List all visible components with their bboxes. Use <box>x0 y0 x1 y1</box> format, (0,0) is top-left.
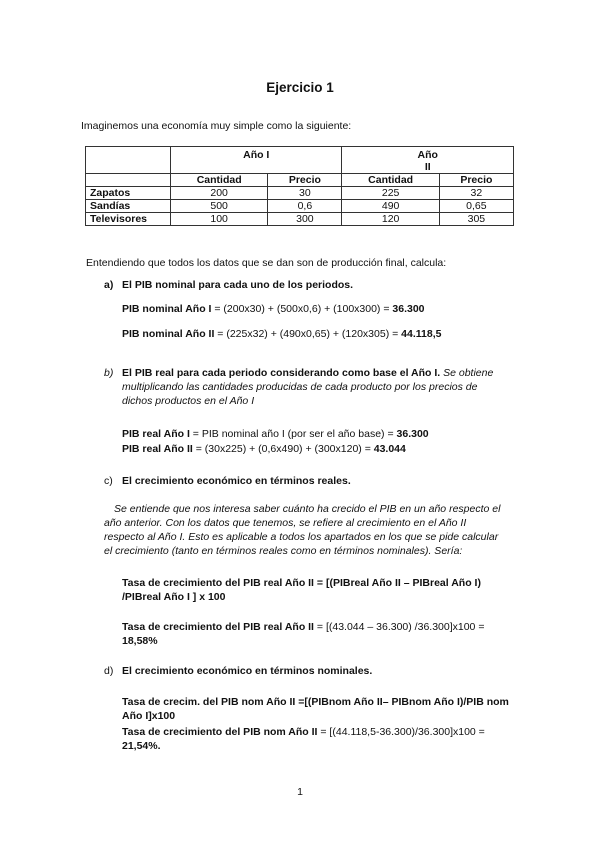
section-c-para-l4: el crecimiento (tanto en términos reales como en términos nominales). Sería: <box>104 545 463 557</box>
section-c-marker: c) <box>104 475 113 487</box>
row-label: Sandías <box>86 200 171 213</box>
cell-precio-2: 0,65 <box>439 200 513 213</box>
section-b-line1 <box>122 427 429 441</box>
section-c-para-l3: respecto al Año I. Esto es aplicable a todos los apartados en los que se pide calcular <box>104 531 499 543</box>
formula-label: PIB real Año I <box>122 428 190 440</box>
formula-label: Tasa de crecimiento del PIB real Año II <box>122 577 314 589</box>
year2-header-line2: II <box>424 161 431 173</box>
section-b-title: El PIB real para cada periodo considerando como base el Año I. <box>122 367 441 379</box>
cell-cantidad-1: 500 <box>171 200 268 213</box>
section-b-line2 <box>122 442 406 456</box>
section-c-formula2 <box>122 620 522 648</box>
formula-body: = PIB nominal año I (por ser el año base) = <box>189 428 397 440</box>
statement-text: Entendiendo que todos los datos que se dan son de producción final, calcula: <box>86 257 447 269</box>
section-a-heading <box>104 278 353 292</box>
cell-precio-2: 32 <box>439 187 513 200</box>
section-d-formula1 <box>122 695 522 723</box>
section-d-heading <box>104 664 372 678</box>
section-a-title: El PIB nominal para cada uno de los periodos. <box>122 279 354 291</box>
cell-precio-1: 0,6 <box>268 200 342 213</box>
section-b-note-l1: Se obtiene <box>440 367 494 379</box>
formula-label: PIB real Año II <box>122 443 193 455</box>
section-a-line2 <box>122 327 441 341</box>
year2-header-line1: Año <box>417 149 438 161</box>
section-c-para-l1: Se entiende que nos interesa saber cuánto ha crecido el PIB en un año respecto el <box>114 503 501 515</box>
year1-header: Año I <box>171 147 342 174</box>
section-c-paragraph <box>104 502 524 558</box>
col-precio-2: Precio <box>439 174 513 187</box>
table-row <box>86 187 514 200</box>
formula-body: = [(44.118,5-36.300)/36.300]x100 = <box>317 726 485 738</box>
formula-body: = [(43.044 – 36.300) /36.300]x100 = <box>313 621 485 633</box>
section-c-formula1 <box>122 576 522 604</box>
formula-result: 36.300 <box>396 428 429 440</box>
year2-header <box>342 147 514 174</box>
formula-label: PIB nominal Año II <box>122 328 215 340</box>
cell-cantidad-1: 200 <box>171 187 268 200</box>
intro-text: Imaginemos una economía muy simple como la siguiente: <box>81 120 352 132</box>
section-c-para-l2: año anterior. Con los datos que tenemos, se refiere al crecimiento en el Año II <box>104 517 467 529</box>
section-d-formula2 <box>122 725 522 753</box>
table-corner-cell <box>86 147 171 174</box>
row-label: Televisores <box>86 213 171 226</box>
table-row <box>86 200 514 213</box>
section-b-note-l2: multiplicando las cantidades producidas de cada producto por los precios de <box>122 381 478 393</box>
cell-precio-1: 300 <box>268 213 342 226</box>
col-cantidad-1: Cantidad <box>171 174 268 187</box>
table-subheader-row <box>86 174 514 187</box>
formula-body: = (30x225) + (0,6x490) + (300x120) = <box>192 443 374 455</box>
cell-cantidad-2: 225 <box>342 187 439 200</box>
section-b-heading <box>104 366 524 408</box>
formula-body: = (200x30) + (500x0,6) + (100x300) = <box>211 303 393 315</box>
cell-cantidad-1: 100 <box>171 213 268 226</box>
formula-result: 36.300 <box>392 303 425 315</box>
production-table <box>85 146 514 226</box>
cell-precio-1: 30 <box>268 187 342 200</box>
section-a-line1 <box>122 302 425 316</box>
formula-label: Tasa de crecimiento del PIB real Año II <box>122 621 314 633</box>
col-cantidad-2: Cantidad <box>342 174 439 187</box>
formula-result: 44.118,5 <box>401 328 442 340</box>
table-row <box>86 213 514 226</box>
formula-body: = (225x32) + (490x0,65) + (120x305) = <box>214 328 402 340</box>
cell-cantidad-2: 120 <box>342 213 439 226</box>
section-c-title: El crecimiento económico en términos reales. <box>122 475 351 487</box>
col-precio-1: Precio <box>268 174 342 187</box>
cell-precio-2: 305 <box>439 213 513 226</box>
section-b-marker: b) <box>104 367 114 379</box>
row-label: Zapatos <box>86 187 171 200</box>
section-a-marker: a) <box>104 279 114 291</box>
formula-label: PIB nominal Año I <box>122 303 212 315</box>
page-number: 1 <box>297 786 303 798</box>
section-d-marker: d) <box>104 665 114 677</box>
page-title: Ejercicio 1 <box>266 80 334 95</box>
formula-body: =[(PIBnom Año II– PIBnom Año I)/PIB nom <box>295 696 509 708</box>
section-c-heading <box>104 474 351 488</box>
formula-label: Tasa de crecimiento del PIB nom Año II <box>122 726 318 738</box>
section-b-note-l3: dichos productos en el Año I <box>122 395 255 407</box>
formula-body: = [(PIBreal Año II – PIBreal Año I) <box>313 577 481 589</box>
section-d-title: El crecimiento económico en términos nominales. <box>122 665 373 677</box>
formula-result: 21,54%. <box>122 740 161 752</box>
formula-body-cont: /PIBreal Año I ] x 100 <box>122 591 226 603</box>
formula-label: Tasa de crecim. del PIB nom Año II <box>122 696 296 708</box>
formula-result: 18,58% <box>122 635 158 647</box>
table-blank-cell <box>86 174 171 187</box>
formula-body-cont: Año I]x100 <box>122 710 176 722</box>
table-header-row <box>86 147 514 174</box>
cell-cantidad-2: 490 <box>342 200 439 213</box>
formula-result: 43.044 <box>373 443 406 455</box>
